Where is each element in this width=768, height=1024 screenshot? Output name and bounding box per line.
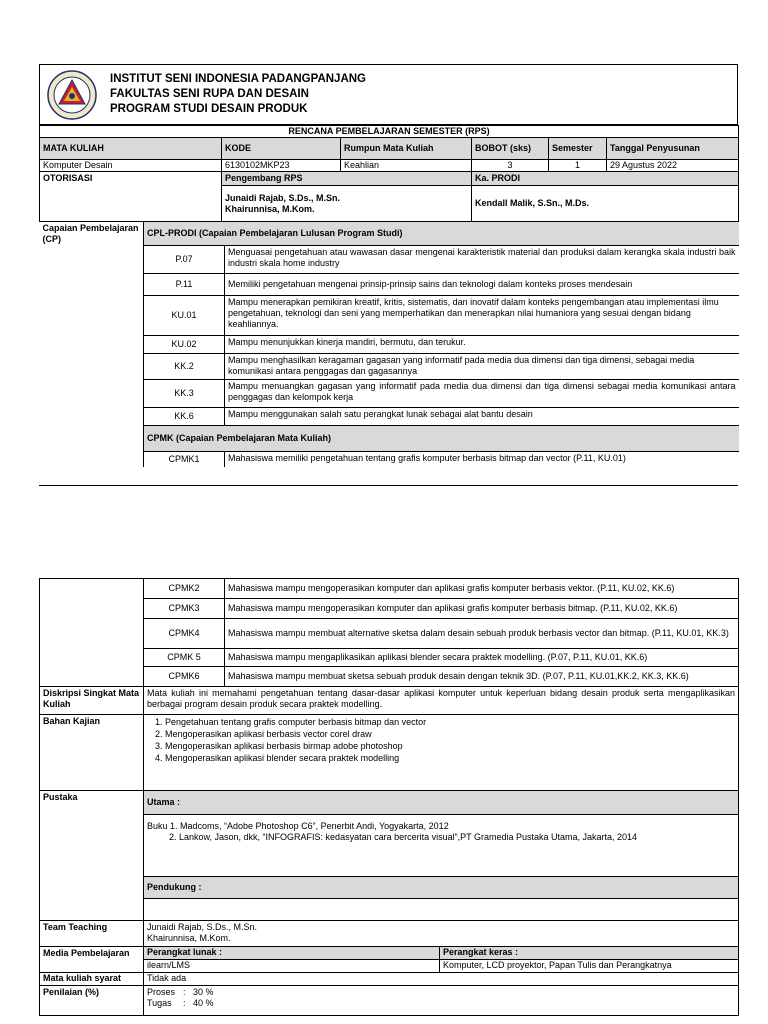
institution-names (110, 72, 366, 117)
penilaian-values: Proses : 30 % Tugas : 40 % (144, 986, 739, 1016)
cpl-text: Mampu menggunakan salah satu perangkat lunak sebagai alat bantu desain (225, 407, 739, 425)
cpmk-text: Mahasiswa mampu mengoperasikan komputer dan aplikasi grafis komputer berbasis vektor. (P.11, KU.02, KK.6) (225, 579, 739, 599)
cpl-code: P.07 (144, 245, 225, 273)
cpmk-row (40, 667, 739, 687)
cpmk-code: CPMK4 (144, 619, 225, 649)
pengembang-2: Khairunnisa, M.Kom. (225, 203, 315, 214)
cpmk-text: Mahasiswa mampu mengaplikasikan aplikasi blender secara praktek modelling. (P.07, P.11, KU.01, KK.6) (225, 649, 739, 667)
kaprodi-label: Ka. PRODI (472, 172, 739, 186)
penilaian-label: Penilaian (%) (40, 986, 144, 1016)
syarat-label: Mata kuliah syarat (40, 973, 144, 986)
perangkat-keras-value: Komputer, LCD proyektor, Papan Tulis dan Perangkatnya (440, 960, 739, 973)
pustaka-utama-books (144, 815, 739, 877)
value-tanggal: 29 Agustus 2022 (607, 160, 739, 172)
header-mata-kuliah: MATA KULIAH (40, 138, 222, 160)
cpmk-text: Mahasiswa mampu mengoperasikan komputer dan aplikasi grafis komputer berbasis bitmap. (P.11, KU.02, KK.6) (225, 599, 739, 619)
course-value-row (40, 160, 739, 172)
cpl-row (40, 407, 739, 425)
syarat-value: Tidak ada (144, 973, 739, 986)
value-bobot: 3 (472, 160, 549, 172)
capaian-label: Capaian Pembelajaran (CP) (40, 222, 144, 467)
perangkat-lunak-label: Perangkat lunak : (144, 947, 440, 960)
perangkat-keras-label: Perangkat keras : (440, 947, 739, 960)
proses-value: 30 % (193, 987, 214, 997)
value-semester: 1 (549, 160, 607, 172)
team-teaching-label: Team Teaching (40, 921, 144, 947)
team-member: Junaidi Rajab, S.Ds., M.Sn. (147, 922, 258, 932)
cpl-text: Mampu menuangkan gagasan yang informatif pada media dua dimensi dan tiga dimensi sebagai media komunikasi antara penggagas dan kelompok kerja (225, 379, 739, 407)
cpl-code: KK.6 (144, 407, 225, 425)
institution-header (39, 64, 738, 125)
cpmk-row (40, 619, 739, 649)
cpl-text: Mampu menghasilkan keragaman gagasan yang informatif pada media dua dimensi dan tiga dimensi, sebagai media komunikasi antara penggagas dan gagasannya (225, 353, 739, 379)
cpl-row (40, 353, 739, 379)
cpl-row (40, 379, 739, 407)
pengembang-names (222, 186, 472, 222)
rps-title: RENCANA PEMBELAJARAN SEMESTER (RPS) (40, 126, 739, 138)
header-kode: KODE (222, 138, 341, 160)
cpl-code: KU.02 (144, 335, 225, 353)
cpmk-header: CPMK (Capaian Pembelajaran Mata Kuliah) (144, 425, 739, 451)
team-teaching-members (144, 921, 739, 947)
perangkat-lunak-value: ilearn/LMS (144, 960, 440, 973)
cpmk-code: CPMK3 (144, 599, 225, 619)
header-tanggal: Tanggal Penyusunan (607, 138, 739, 160)
value-kode: 6130102MKP23 (222, 160, 341, 172)
bahan-kajian-label: Bahan Kajian (40, 715, 144, 791)
kaprodi-name: Kendall Malik, S.Sn., M.Ds. (472, 186, 739, 222)
cpl-code: KU.01 (144, 295, 225, 335)
otorisasi-label: OTORISASI (40, 172, 222, 222)
proses-label: Proses (147, 987, 176, 997)
cpl-row (40, 335, 739, 353)
pustaka-label: Pustaka (40, 791, 144, 921)
pengembang-label: Pengembang RPS (222, 172, 472, 186)
team-member: Khairunnisa, M.Kom. (147, 933, 231, 943)
rps-continued-table (39, 578, 739, 1016)
deskripsi-label: Diskripsi Singkat Mata Kuliah (40, 687, 144, 715)
list-item: 2. Mengoperasikan aplikasi berbasis vector corel draw (165, 728, 735, 740)
cpmk-code: CPMK1 (144, 451, 225, 467)
cpmk-code: CPMK 5 (144, 649, 225, 667)
deskripsi-text: Mata kuliah ini memahami pengetahuan tentang dasar-dasar aplikasi komputer untuk keperluan bidang desain produk serta mengaplikasikan berbagai program desain produk secara praktek modelling. (144, 687, 739, 715)
cpl-code: KK.3 (144, 379, 225, 407)
cpmk-row (40, 451, 739, 467)
list-item: 1. Pengetahuan tentang grafis computer berbasis bitmap dan vector (165, 716, 735, 728)
cpl-code: P.11 (144, 273, 225, 295)
institute-name: INSTITUT SENI INDONESIA PADANGPANJANG (110, 73, 366, 85)
cpl-row (40, 245, 739, 273)
pustaka-utama-label: Utama : (144, 791, 739, 815)
cpmk-row (40, 649, 739, 667)
cpl-text: Menguasai pengetahuan atau wawasan dasar mengenai karakteristik material dan produksi dalam kerangka skala industri baik industri skala home industry (225, 245, 739, 273)
cpl-text: Memiliki pengetahuan mengenai prinsip-prinsip sains dan teknologi dalam konteks proses mendesain (225, 273, 739, 295)
cpl-code: KK.2 (144, 353, 225, 379)
cpmk-row (40, 599, 739, 619)
cpmk-text: Mahasiswa memiliki pengetahuan tentang grafis komputer berbasis bitmap dan vector (P.11, KU.01) (225, 451, 739, 467)
tugas-value: 40 % (193, 998, 214, 1008)
cpmk-text: Mahasiswa mampu membuat sketsa sebuah produk desain dengan teknik 3D. (P.07, P.11, KU.01,KK.2, KK.3, KK.6) (225, 667, 739, 687)
list-item: 4. Mengoperasikan aplikasi blender secara praktek modelling (165, 752, 735, 764)
capaian-table (40, 222, 739, 467)
pengembang-1: Junaidi Rajab, S.Ds., M.Sn. (225, 192, 341, 203)
tugas-label: Tugas (147, 998, 172, 1008)
course-header-row (40, 138, 739, 160)
institute-logo-icon (47, 70, 97, 120)
page-1-bottom-border (39, 485, 738, 486)
pustaka-pendukung-value (144, 899, 739, 921)
rps-main-table (39, 125, 739, 467)
cpl-text: Mampu menerapkan pemikiran kreatif, kritis, sistematis, dan inovatif dalam konteks pengembangan atau implementasi ilmu pengetahuan, teknologi dan seni yang memperhatikan dan menerapkan nilai humaniora yang sesuai dengan bidang keahliannya. (225, 295, 739, 335)
faculty-name: FAKULTAS SENI RUPA DAN DESAIN (110, 88, 309, 100)
value-mata-kuliah: Komputer Desain (40, 160, 222, 172)
header-semester: Semester (549, 138, 607, 160)
value-rumpun: Keahlian (341, 160, 472, 172)
cpl-header: CPL-PRODI (Capaian Pembelajaran Lulusan Program Studi) (144, 222, 739, 245)
header-rumpun: Rumpun Mata Kuliah (341, 138, 472, 160)
cpmk-text: Mahasiswa mampu membuat alternative sketsa dalam desain sebuah produk berbasis vector dan bitmap. (P.11, KU.01, KK.3) (225, 619, 739, 649)
program-name: PROGRAM STUDI DESAIN PRODUK (110, 103, 308, 115)
bahan-kajian-list (144, 715, 739, 791)
cpl-row (40, 295, 739, 335)
header-bobot: BOBOT (sks) (472, 138, 549, 160)
cpl-row (40, 273, 739, 295)
cpl-text: Mampu menunjukkan kinerja mandiri, bermutu, dan terukur. (225, 335, 739, 353)
pustaka-pendukung-label: Pendukung : (144, 877, 739, 899)
list-item: 3. Mengoperasikan aplikasi berbasis birmap adobe photoshop (165, 740, 735, 752)
media-label: Media Pembelajaran (40, 947, 144, 973)
cpmk-code: CPMK6 (144, 667, 225, 687)
cpmk-code: CPMK2 (144, 579, 225, 599)
book-1: Buku 1. Madcoms, “Adobe Photoshop C6”, Penerbit Andi, Yogyakarta, 2012 (147, 821, 449, 831)
book-2: 2. Lankow, Jason, dkk, “INFOGRAFIS: kedasyatan cara bercerita visual”,PT Gramedia Pustaka Utama, Jakarta, 2014 (169, 832, 638, 842)
cpmk-row (40, 579, 739, 599)
